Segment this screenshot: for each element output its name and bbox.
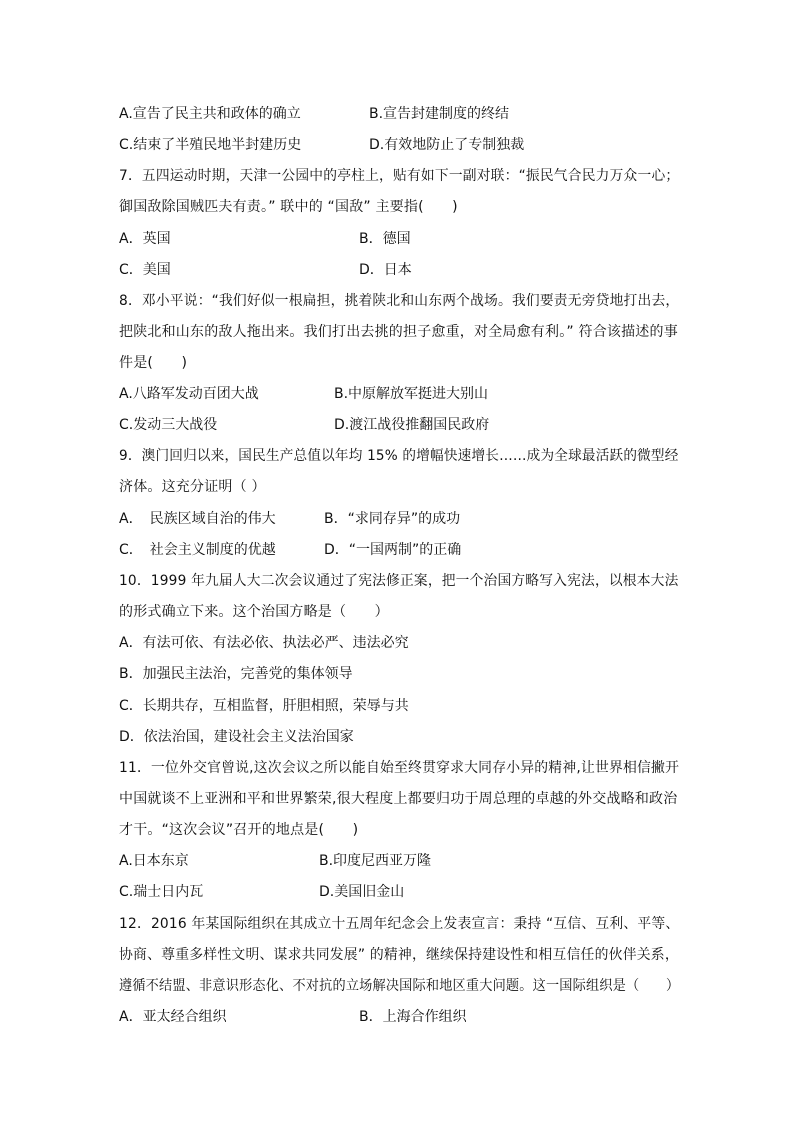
q11-option-c: C.瑞士日内瓦	[119, 884, 204, 900]
q10-stem-line2: 的形式确立下来。这个治国方略是（ ）	[119, 604, 389, 620]
q8-stem-line3: 件是( )	[119, 355, 188, 371]
q11-stem-line2: 中国就谈不上亚洲和平和世界繁荣,很大程度上都要归功于周总理的卓越的外交战略和政治	[119, 791, 678, 807]
q12-stem-line2: 协商、尊重多样性文明、谋求共同发展” 的精神，继续保持建设性和相互信任的伙伴关系，	[119, 947, 679, 963]
q9-option-a: A． 民族区域自治的伟大	[119, 511, 276, 527]
q6-option-a: A.宣告了民主共和政体的确立	[119, 106, 301, 122]
q11-option-a: A.日本东京	[119, 853, 189, 869]
q9-stem-line1: 9．澳门回归以来，国民生产总值以年均 15% 的增幅快速增长……成为全球最活跃的微型经	[119, 448, 679, 464]
q11-option-d: D.美国旧金山	[319, 884, 405, 900]
q7-stem-line2: 御国敌除国贼匹夫有责。” 联中的 “国敌” 主要指( )	[119, 199, 458, 215]
q9-option-d: D．“一国两制”的正确	[324, 542, 462, 558]
q8-option-d: D.渡江战役推翻国民政府	[334, 417, 490, 433]
q10-option-d: D．依法治国，建设社会主义法治国家	[119, 729, 354, 745]
q9-stem-line2: 济体。这充分证明（ ）	[119, 479, 266, 495]
q8-stem-line2: 把陕北和山东的敌人拖出来。我们打出去挑的担子愈重，对全局愈有利。” 符合该描述的事	[119, 324, 678, 340]
q10-option-b: B．加强民主法治，完善党的集体领导	[119, 666, 353, 682]
q10-option-c: C．长期共存，互相监督，肝胆相照，荣辱与共	[119, 698, 409, 714]
q7-option-b: B．德国	[359, 231, 411, 247]
q6-option-b: B.宣告封建制度的终结	[369, 106, 510, 122]
q12-option-b: B．上海合作组织	[359, 1009, 467, 1025]
q9-option-b: B．“求同存异”的成功	[324, 511, 461, 527]
q12-stem-line3: 遵循不结盟、非意识形态化、不对抗的立场解决国际和地区重大问题。这一国际组织是（ ）	[119, 978, 680, 994]
q8-option-b: B.中原解放军挺进大别山	[334, 386, 489, 402]
q8-option-a: A.八路军发动百团大战	[119, 386, 259, 402]
q10-stem-line1: 10．1999 年九届人大二次会议通过了宪法修正案，把一个治国方略写入宪法，以根本大法	[119, 573, 679, 589]
q10-option-a: A．有法可依、有法必依、执法必严、违法必究	[119, 635, 409, 651]
q8-option-c: C.发动三大战役	[119, 417, 218, 433]
q8-stem-line1: 8．邓小平说：“我们好似一根扁担，挑着陕北和山东两个战场。我们要责无旁贷地打出去，	[119, 293, 680, 309]
q12-option-a: A．亚太经合组织	[119, 1009, 227, 1025]
q7-stem-line1: 7．五四运动时期，天津一公园中的亭柱上，贴有如下一副对联：“振民气合民力万众一心；	[119, 168, 680, 184]
q7-option-c: C．美国	[119, 262, 171, 278]
q6-option-c: C.结束了半殖民地半封建历史	[119, 137, 302, 153]
q6-option-d: D.有效地防止了专制独裁	[369, 137, 525, 153]
q9-option-c: C． 社会主义制度的优越	[119, 542, 276, 558]
q7-option-d: D．日本	[359, 262, 412, 278]
q11-option-b: B.印度尼西亚万隆	[319, 853, 432, 869]
q11-stem-line1: 11．一位外交官曾说,这次会议之所以能自始至终贯穿求大同存小异的精神,让世界相信撇开	[119, 760, 680, 776]
q12-stem-line1: 12．2016 年某国际组织在其成立十五周年纪念会上发表宣言：秉持 “互信、互利、平等、	[119, 916, 680, 932]
q11-stem-line3: 才干。“这次会议”召开的地点是( )	[119, 822, 359, 838]
q7-option-a: A．英国	[119, 231, 171, 247]
